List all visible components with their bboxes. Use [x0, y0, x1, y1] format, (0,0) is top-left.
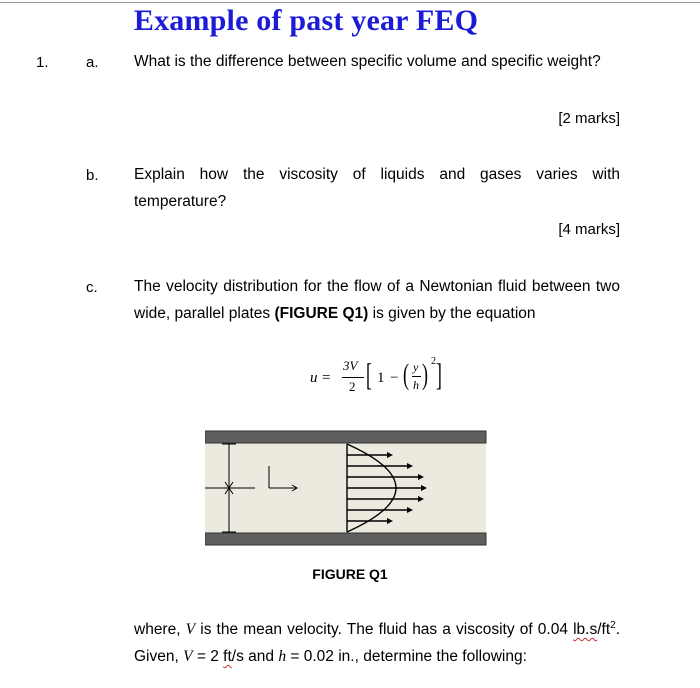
var-v-1: V [185, 621, 196, 639]
eq-left-paren: ( [403, 358, 409, 391]
top-rule [0, 2, 700, 3]
bottom-plate [205, 533, 486, 545]
figure-q1 [205, 426, 487, 550]
velocity-equation [310, 358, 450, 398]
part-b-label: b. [86, 167, 99, 184]
eq-h: h [413, 378, 419, 392]
part-a-text: What is the difference between specific volume and specific weight? [134, 53, 601, 70]
eq-inner-bar [412, 376, 421, 377]
eq-one: 1 [377, 370, 385, 386]
where-w2: is the mean velocity. The fluid has a viscosity of 0.04 [195, 621, 574, 639]
where-paragraph [134, 612, 620, 670]
eq-frac-bar [342, 377, 364, 378]
where-w3: /ft [597, 621, 611, 639]
var-h: h [278, 648, 287, 666]
eq-coef-den: 2 [349, 379, 356, 394]
eq-u: u [310, 370, 318, 386]
part-c-label: c. [86, 279, 98, 296]
part-c-text-1: The velocity distribution for the flow of a Newtonian fluid between two wide, parallel plates [134, 278, 620, 322]
unit-exponent: 2 [610, 620, 616, 631]
part-a-label: a. [86, 54, 99, 71]
part-c-text-2: is given by the equation [368, 305, 536, 322]
where-w1: where, [134, 621, 181, 639]
unit-ft: ft [223, 648, 232, 666]
page-title: Example of past year FEQ [133, 4, 479, 37]
part-b-marks: [4 marks] [558, 221, 620, 238]
part-c-text [134, 273, 620, 327]
eq-right-paren: ) [422, 358, 428, 391]
where-w5: = 2 [192, 648, 224, 666]
eq-equals: = [322, 370, 331, 386]
unit-lb-s: lb.s [573, 621, 598, 639]
eq-power: 2 [431, 356, 436, 367]
where-w4: . Given, [134, 621, 620, 666]
where-w7: = 0.02 in., determine the following: [286, 648, 527, 666]
part-b-text: Explain how the viscosity of liquids and gases varies with temperature? [134, 166, 620, 210]
figure-reference: (FIGURE Q1) [274, 305, 369, 322]
eq-y: y [413, 360, 419, 374]
figure-caption: FIGURE Q1 [312, 566, 388, 582]
question-number: 1. [36, 54, 49, 71]
part-a-marks: [2 marks] [558, 110, 620, 127]
eq-coef-num: 3V [343, 358, 358, 373]
var-v-2: V [183, 648, 193, 666]
where-w6: /s and [231, 648, 279, 666]
top-plate [205, 431, 486, 443]
eq-left-bracket: [ [366, 356, 372, 392]
eq-minus: − [390, 370, 399, 386]
eq-right-bracket: ] [436, 356, 442, 392]
